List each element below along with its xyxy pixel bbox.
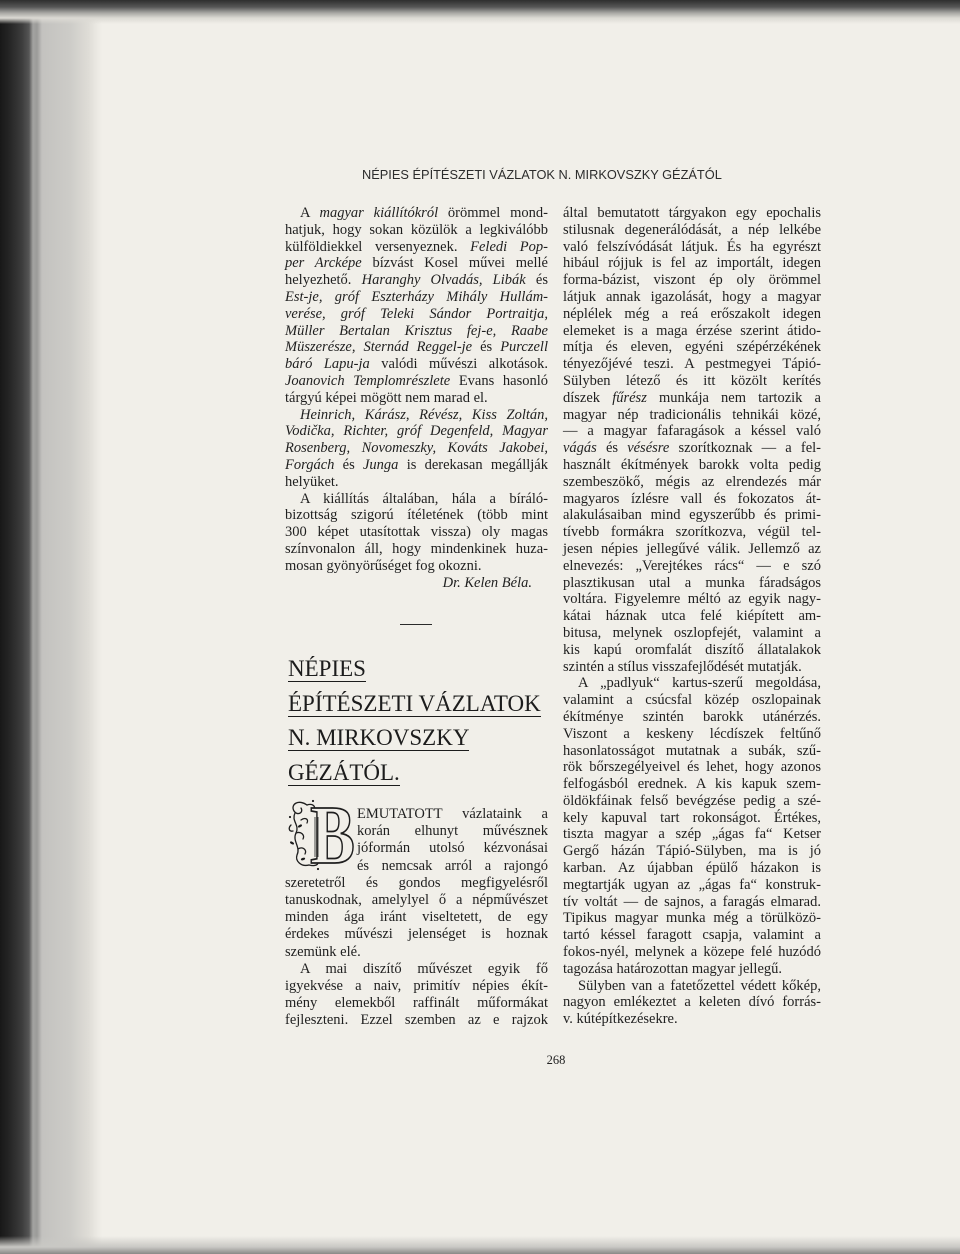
roman-segment: Evans hasonló xyxy=(450,372,548,389)
text-line: Vodička, Richter, gróf Degenfeld, Magyar xyxy=(285,423,548,440)
text-line xyxy=(285,205,548,222)
roman-segment: örömmel mond- xyxy=(438,205,548,221)
text-line: Viszont a keskeny lécdíszek feltűnő xyxy=(563,725,821,742)
italic-segment: Forgách xyxy=(285,456,335,473)
text-line: mítja és eleven, egyéni szépérzékének xyxy=(563,339,821,356)
roman-segment: helyezhető. xyxy=(285,272,362,289)
text-line: fokos-nyél, melynek a közepe felé huzódó xyxy=(563,944,821,961)
text-line: igyekvése a naiv, primitív népies ékít- xyxy=(285,977,548,994)
text-line: tényezőjévé teszi. A pestmegyei Tápió- xyxy=(563,356,821,373)
italic-segment: vésésre xyxy=(627,440,670,457)
text-line: tiszta magyar a szép „ágas fa“ Ketser xyxy=(563,826,821,843)
text-line: mény elemekből raffinált műformákat xyxy=(285,995,548,1012)
italic-segment: Haranghy Olvadás, Libák xyxy=(361,272,526,289)
text-line: v. kútépítkezésekre. xyxy=(563,1011,678,1028)
text-line: voltára. Figyelemre méltó az egyik nagy- xyxy=(563,591,821,608)
text-line: hibául rójjuk is fel az importált, idegen xyxy=(563,255,821,272)
text-line: tagozása határozottan magyar jellegű. xyxy=(563,960,783,977)
scan-spine-shadow xyxy=(0,0,102,1254)
text-line: mosan gyönyörűséget fog okozni. xyxy=(285,557,482,574)
text-line: — a magyar fafaragások a késsel való xyxy=(563,423,821,440)
italic-segment: Feledi Pop- xyxy=(470,238,548,255)
roman-segment: A xyxy=(300,205,320,221)
text-line: Müller Bertalan Krisztus fej-e, Raabe xyxy=(285,322,548,339)
text-line: hatjuk, hogy sokan közülök a legkiválóbb xyxy=(285,221,548,238)
section-divider xyxy=(400,624,432,625)
text-line: ékítménye szintén barokk utánérzés. xyxy=(563,708,821,725)
roman-segment: is derekasan megállják xyxy=(398,456,548,473)
text-line: alakulásaiban mind egyszerűbb és primi- xyxy=(563,507,821,524)
text-line: kely kapuval tart rokonságot. Értékes, xyxy=(563,809,821,826)
text-line: tárgyú képei mögött nem marad el. xyxy=(285,389,488,406)
italic-segment: magyar kiállítókról xyxy=(319,205,439,221)
text-line: karban. Az újabban épülő házakon is xyxy=(563,860,821,877)
roman-segment: díszek xyxy=(563,389,613,406)
text-line: Heinrich, Kárász, Révész, Kiss Zoltán, xyxy=(300,406,548,423)
text-line: Sülyben van a fatetőzettel védett kőkép, xyxy=(578,977,821,994)
text-line: Rosenberg, Novomeszky, Kováts Jakobei, xyxy=(285,440,548,457)
text-line: Est-je, gróf Eszterházy Mihály Hullám- xyxy=(285,288,548,305)
text-line: A mai diszítő művészet egyik fő xyxy=(300,960,548,977)
article-heading-line xyxy=(288,656,366,682)
italic-segment: Junga xyxy=(363,456,399,473)
text-line: tívebb formákra szorítkozva, végül tel- xyxy=(563,524,821,541)
text-line: megtartják ugyan az „ágas fa“ konstruk- xyxy=(563,876,821,893)
drop-cap-letter: B xyxy=(310,797,356,873)
article-section-left xyxy=(285,806,548,1029)
article-section-right xyxy=(563,205,821,1028)
text-line: magyar nép tradicionális tehnikái közé, xyxy=(563,406,821,423)
text-line: kátai háznak utca felé kiépített am- xyxy=(563,608,821,625)
text-line: és nemcsak arról a rajongó xyxy=(357,857,548,874)
text-line: felfogásból erednek. A kis kapuk szem- xyxy=(563,776,821,793)
text-line: A „padlyuk“ kartus-szerű megoldása, xyxy=(578,675,821,692)
text-line: bizottság szigorú ítéletének (több mint xyxy=(285,507,548,524)
italic-segment: per Arcképe xyxy=(285,255,362,272)
text-line: látjuk annak igazolását, hogy a magyar xyxy=(563,288,821,305)
text-line: jóformán utolsó kézvonásai xyxy=(357,840,548,857)
heading-text: GÉZÁTÓL. xyxy=(288,760,400,785)
text-line: kis kapú oromfalát diszítő állatalakok xyxy=(563,641,821,658)
text-line xyxy=(285,339,548,356)
heading-text: N. MIRKOVSZKY xyxy=(288,725,470,750)
page-number: 268 xyxy=(546,1053,566,1067)
text-line xyxy=(285,239,548,256)
text-line: szemünk elé. xyxy=(285,943,361,960)
text-line: érdekes művészi jelenséget is hoznak xyxy=(285,926,548,943)
roman-segment: külföldiekkel versenyeznek. xyxy=(285,238,471,255)
text-line: való felszívódását látjuk. És ha egyrészt xyxy=(563,238,821,255)
running-header: NÉPIES ÉPÍTÉSZETI VÁZLATOK N. MIRKOVSZKY GÉZÁTÓL xyxy=(362,167,722,182)
text-line xyxy=(563,390,821,407)
text-line: bitusa, melynek oszlopfejét, valamint a xyxy=(563,624,821,641)
text-line: szintén a stílus visszafejlődését mutatják. xyxy=(563,658,802,675)
text-line: 300 képet utasítottak vissza) oly magas xyxy=(285,524,548,541)
italic-segment: báró Lapu-ja xyxy=(285,356,370,373)
text-line: A kiállítás általában, hála a bíráló- xyxy=(300,490,548,507)
text-line: elnevezés: „Verejtékes rács“ — e szó xyxy=(563,557,821,574)
text-line xyxy=(285,457,548,474)
text-line: Gergő házán Tápió-Sülyben, ma is jó xyxy=(563,843,821,860)
text-line: által bemutatott tárgyakon egy epochalis xyxy=(563,205,821,221)
article-heading-line xyxy=(288,691,541,717)
italic-segment: Purczell xyxy=(500,339,548,356)
text-line: magyaros ízlésre vall és fokozatos át- xyxy=(563,490,821,507)
text-line: stilusnak degenerálódását, a nép lelkébe xyxy=(563,221,821,238)
text-line: néplélek még a reá erőszakolt idegen xyxy=(563,305,821,322)
text-line: öldökfáinak felső bevégzése pedig a szé- xyxy=(563,792,821,809)
scan-top-edge xyxy=(0,0,960,24)
article-heading-line xyxy=(288,725,469,751)
text-line: szembeszökő, mégis az elrendezés már xyxy=(563,473,821,490)
text-line: színvonalon áll, hogy mindenkinek huza- xyxy=(285,540,548,557)
roman-segment: és xyxy=(596,440,628,457)
text-line: minden ága iránt viseltetett, de egy xyxy=(285,909,548,926)
roman-segment: és xyxy=(334,456,363,473)
italic-segment: Müszerésze, Sternád Reggel-je xyxy=(285,339,473,356)
text-line: fejleszteni. Ezzel szemben az e rajzok xyxy=(285,1012,548,1029)
italic-segment: fűrész xyxy=(612,389,647,406)
heading-text: NÉPIES xyxy=(288,656,366,681)
text-line: EMUTATOTT vázlataink a xyxy=(357,806,548,822)
text-line: helyüket. xyxy=(285,473,339,490)
text-line: tanuskodnak, amelylyel ő a népművészet xyxy=(285,891,548,908)
text-line: nagyon emlékeztet a keleten dívó forrás- xyxy=(563,994,821,1011)
text-line: szeretetről és gondos megfigyelésről xyxy=(285,874,548,891)
text-line xyxy=(285,255,548,272)
text-line: használt ékítmények barokk volta pedig xyxy=(563,456,821,473)
text-line: hasonlatosságot mutatnak a subák, szű- xyxy=(563,742,821,759)
article-heading-line xyxy=(288,760,400,786)
text-line: valamint a csúcsfal közép oszlopainak xyxy=(563,692,821,709)
text-line xyxy=(285,373,548,390)
text-line: plasztikusan utal a munka fáradságos xyxy=(563,574,821,591)
roman-segment: és xyxy=(525,272,548,289)
text-line: forma-bázist, viszont ép oly örömmel xyxy=(563,272,821,289)
scan-bottom-edge xyxy=(0,1236,960,1254)
text-line: Tipikus magyar munka még a törülközö- xyxy=(563,910,821,927)
review-section xyxy=(285,205,548,591)
text-line xyxy=(285,272,548,289)
roman-segment: szorítkoznak — a fel- xyxy=(669,440,821,457)
roman-segment: bízvást Kosel művei mellé xyxy=(361,255,548,272)
roman-segment: valódi művészi alkotások. xyxy=(369,356,548,373)
text-line: tartó késsel faragott csapja, valamint a xyxy=(563,927,821,944)
italic-segment: Joanovich Templomrészlete xyxy=(285,372,451,389)
heading-text: ÉPÍTÉSZETI VÁZLATOK xyxy=(288,691,541,716)
text-line xyxy=(563,440,821,457)
roman-segment: munkája nem tartozik a xyxy=(646,389,821,406)
text-line: Sülyben létező és itt közölt kerítés xyxy=(563,372,821,389)
text-line: verése, gróf Teleki Sándor Portraitja, xyxy=(285,305,548,322)
text-line: jesen népies jellegűvé válik. Jellemző az xyxy=(563,540,821,557)
italic-segment: vágás xyxy=(563,440,597,457)
text-line xyxy=(285,356,548,373)
text-line: tív voltát — de sajnos, a faragás elmarad. xyxy=(563,893,821,910)
author-signature: Dr. Kelen Béla. xyxy=(442,574,532,591)
text-line: elemeket is a maga érzése szerint átido- xyxy=(563,322,821,339)
text-line: rök bőrszegélyeivel és lehet, hogy azonos xyxy=(563,759,821,776)
roman-segment: és xyxy=(472,339,501,356)
text-line: korán elhunyt művésznek xyxy=(357,823,548,840)
